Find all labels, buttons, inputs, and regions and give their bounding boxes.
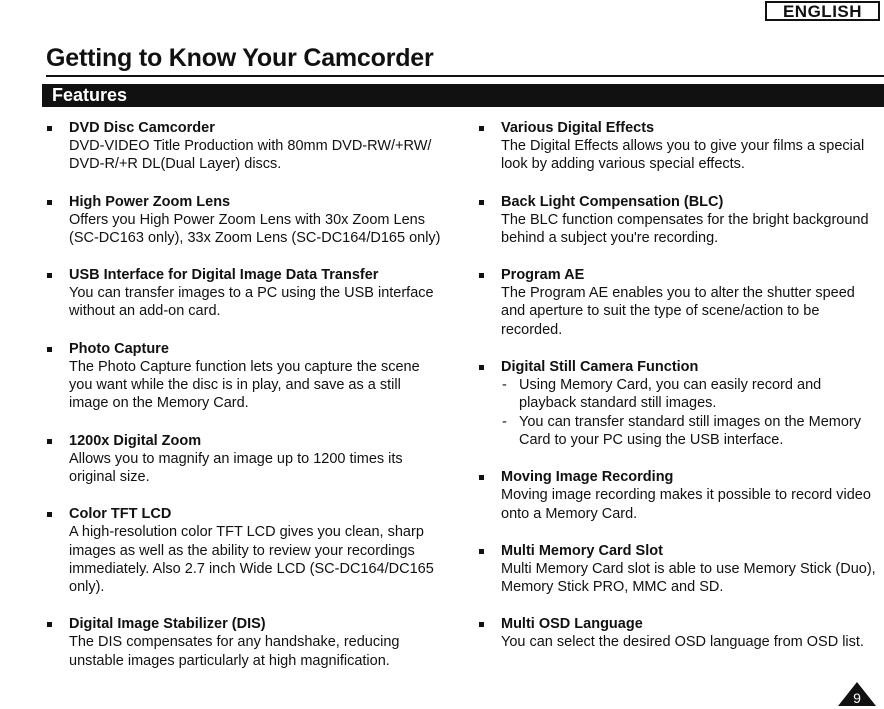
feature-line: only). — [69, 579, 105, 596]
feature-item — [45, 340, 465, 413]
feature-title: Multi Memory Card Slot — [501, 542, 663, 559]
bullet-icon — [47, 622, 52, 627]
feature-item — [45, 119, 465, 174]
feature-line: unstable images particularly at high magnification. — [69, 652, 390, 669]
feature-line: images as well as the ability to review your recordings — [69, 542, 415, 559]
page-title: Getting to Know Your Camcorder — [46, 44, 434, 72]
feature-line: onto a Memory Card. — [501, 505, 638, 522]
feature-title: Color TFT LCD — [69, 506, 172, 523]
feature-line: The Digital Effects allows you to give your films a special — [501, 138, 865, 154]
language-badge: ENGLISH — [765, 1, 880, 21]
feature-line: A high-resolution color TFT LCD gives you clean, sharp — [69, 524, 424, 541]
feature-line: recorded. — [501, 321, 563, 338]
feature-title: High Power Zoom Lens — [69, 193, 231, 210]
feature-title: Photo Capture — [69, 340, 169, 357]
feature-line: without an add-on card. — [69, 303, 221, 320]
feature-title: 1200x Digital Zoom — [69, 432, 202, 449]
feature-line: Multi Memory Card slot is able to use Memory Stick (Duo), — [501, 560, 876, 577]
feature-line: image on the Memory Card. — [69, 395, 249, 412]
features-right-column — [477, 119, 882, 671]
feature-title: Moving Image Recording — [501, 469, 674, 486]
feature-item — [45, 266, 465, 321]
dash-marker: - — [502, 413, 507, 430]
bullet-icon — [479, 622, 484, 627]
feature-item — [477, 358, 882, 449]
feature-line: and aperture to suit the type of scene/action to be — [501, 303, 820, 320]
bullet-icon — [47, 200, 52, 205]
feature-line: Memory Stick PRO, MMC and SD. — [501, 579, 724, 596]
feature-title: Program AE — [501, 267, 585, 284]
sub-list-item — [501, 413, 882, 450]
feature-line: (SC-DC163 only), 33x Zoom Lens (SC-DC164/D165 only) — [69, 229, 441, 246]
feature-line: The BLC function compensates for the bright background — [501, 211, 869, 228]
bullet-icon — [479, 273, 484, 278]
bullet-icon — [479, 549, 484, 554]
feature-title: Digital Image Stabilizer (DIS) — [69, 616, 266, 633]
features-left-column — [45, 119, 465, 689]
feature-line: Using Memory Card, you can easily record and — [519, 377, 822, 394]
feature-line: Allows you to magnify an image up to 1200 times its — [69, 450, 403, 467]
bullet-icon — [47, 126, 52, 131]
feature-item — [477, 266, 882, 339]
feature-item — [477, 542, 882, 597]
bullet-icon — [479, 365, 484, 370]
feature-line: you want while the disc is in play, and save as a still — [69, 377, 401, 394]
bullet-icon — [47, 273, 52, 278]
bullet-icon — [479, 126, 484, 131]
bullet-icon — [47, 439, 52, 444]
feature-line: The DIS compensates for any handshake, reducing — [69, 634, 400, 651]
feature-line: Offers you High Power Zoom Lens with 30x Zoom Lens — [69, 211, 425, 228]
feature-item — [477, 615, 882, 651]
feature-title: DVD Disc Camcorder — [69, 120, 215, 136]
dash-marker: - — [502, 377, 507, 394]
bullet-icon — [47, 512, 52, 517]
feature-item — [477, 468, 882, 523]
feature-line: DVD-R/+R DL(Dual Layer) discs. — [69, 156, 282, 173]
feature-line: immediately. Also 2.7 inch Wide LCD (SC-DC164/DC165 — [69, 560, 434, 577]
feature-title: Digital Still Camera Function — [501, 359, 699, 376]
feature-item — [45, 193, 465, 248]
feature-line: You can select the desired OSD language from OSD list. — [501, 634, 864, 651]
feature-title: Back Light Compensation (BLC) — [501, 193, 724, 210]
feature-line: Moving image recording makes it possible to record video — [501, 487, 871, 504]
feature-item — [45, 505, 465, 596]
page-number-badge — [837, 681, 877, 707]
page-number: 9 — [853, 690, 861, 706]
bullet-icon — [479, 475, 484, 480]
feature-line: The Program AE enables you to alter the shutter speed — [501, 285, 855, 302]
feature-line: playback standard still images. — [519, 395, 717, 412]
sub-list-item — [501, 376, 882, 413]
title-divider — [46, 75, 884, 77]
feature-line: original size. — [69, 468, 150, 485]
section-header-bar — [42, 84, 884, 107]
bullet-icon — [479, 200, 484, 205]
feature-line: You can transfer standard still images on the Memory — [519, 413, 861, 430]
feature-line: look by adding various special effects. — [501, 156, 745, 173]
feature-line: Card to your PC using the USB interface. — [519, 431, 784, 448]
feature-line: The Photo Capture function lets you capture the scene — [69, 358, 420, 375]
feature-title: Various Digital Effects — [501, 120, 655, 136]
feature-item — [45, 615, 465, 670]
feature-item — [477, 119, 882, 174]
feature-line: DVD-VIDEO Title Production with 80mm DVD-RW/+RW/ — [69, 138, 432, 154]
feature-item — [477, 193, 882, 248]
feature-title: USB Interface for Digital Image Data Transfer — [69, 267, 379, 284]
feature-line: behind a subject you're recording. — [501, 229, 719, 246]
feature-item — [45, 432, 465, 487]
feature-title: Multi OSD Language — [501, 616, 643, 633]
bullet-icon — [47, 347, 52, 352]
feature-line: You can transfer images to a PC using the USB interface — [69, 285, 434, 302]
section-title: Features — [52, 85, 128, 105]
